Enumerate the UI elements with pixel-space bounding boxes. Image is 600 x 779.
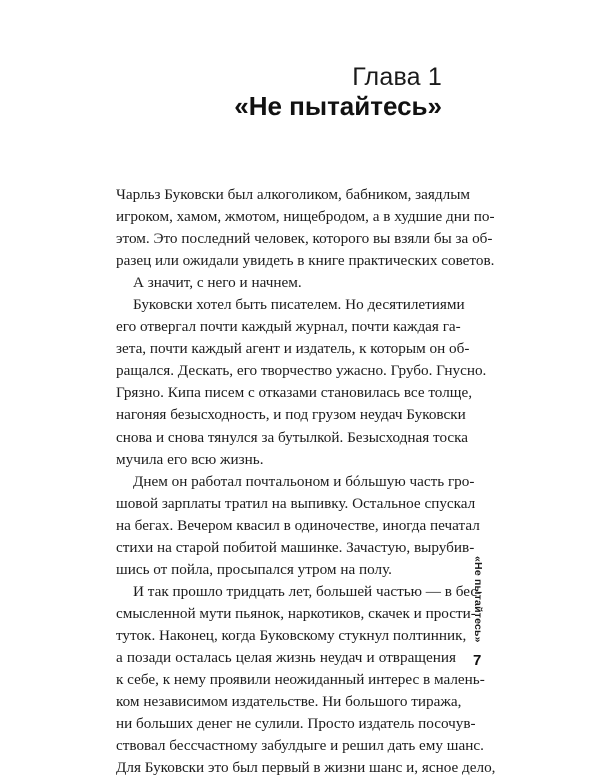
paragraph [116, 272, 456, 294]
chapter-number: Глава 1 [352, 63, 442, 91]
running-head: «Не пытайтесь» [472, 556, 484, 643]
text-line: ком независимом издательстве. Ни большого тиража, [116, 693, 462, 711]
text-line: ствовал бессчастному забулдыге и решил дать ему шанс. [116, 737, 484, 755]
text-line: туток. Наконец, когда Буковскому стукнул полтинник, [116, 626, 467, 644]
text-line: стихи на старой побитой машинке. Зачастую, вырубив- [116, 538, 475, 556]
text-line: на бегах. Вечером квасил в одиночестве, иногда печатал [116, 516, 480, 534]
text-line: нагоняя безысходность, и под грузом неудач Буковски [116, 406, 466, 424]
text-line: А значит, с него и начнем. [133, 274, 302, 292]
text-line: Грязно. Кипа писем с отказами становилась все толще, [116, 384, 473, 402]
text-line: шовой зарплаты тратил на выпивку. Остальное спускал [116, 494, 476, 512]
text-line: Буковски хотел быть писателем. Но десятилетиями [133, 296, 465, 314]
text-line: ращался. Дескать, его творчество ужасно. Грубо. Гнусно. [116, 362, 487, 380]
text-line: мучила его всю жизнь. [116, 450, 264, 468]
text-line: зета, почти каждый агент и издатель, к которым он об- [116, 340, 470, 358]
paragraph [116, 184, 495, 272]
text-line: игроком, хамом, жмотом, нищебродом, а в худшие дни по- [116, 208, 495, 226]
chapter-title: «Не пытайтесь» [234, 91, 442, 121]
text-line: к себе, к нему проявили неожиданный интерес в малень- [116, 671, 485, 689]
paragraph [116, 294, 487, 470]
page-number: 7 [473, 652, 482, 669]
text-line: его отвергал почти каждый журнал, почти каждая га- [116, 318, 461, 336]
text-line: ни больших денег не сулили. Просто издатель посочув- [116, 715, 476, 733]
text-line: Для Буковски это был первый в жизни шанс и, ясное дело, [116, 759, 496, 777]
text-line: Днем он работал почтальоном и бóльшую часть гро- [133, 472, 475, 490]
text-line: смысленной мути пьянок, наркотиков, скачек и прости- [116, 604, 476, 622]
text-line: а позади осталась целая жизнь неудач и отвращения [116, 648, 456, 666]
text-line: снова и снова тянулся за бутылкой. Безысходная тоска [116, 428, 469, 446]
text-line: шись от пойла, просыпался утром на полу. [116, 560, 392, 578]
text-line: разец или ожидали увидеть в книге практических советов. [116, 252, 495, 270]
text-line: Чарльз Буковски был алкоголиком, бабником, заядлым [116, 186, 471, 203]
paragraph [116, 471, 480, 581]
text-line: этом. Это последний человек, которого вы взяли бы за об- [116, 230, 493, 248]
text-line: И так прошло тридцать лет, большей частью — в бес- [133, 582, 483, 600]
